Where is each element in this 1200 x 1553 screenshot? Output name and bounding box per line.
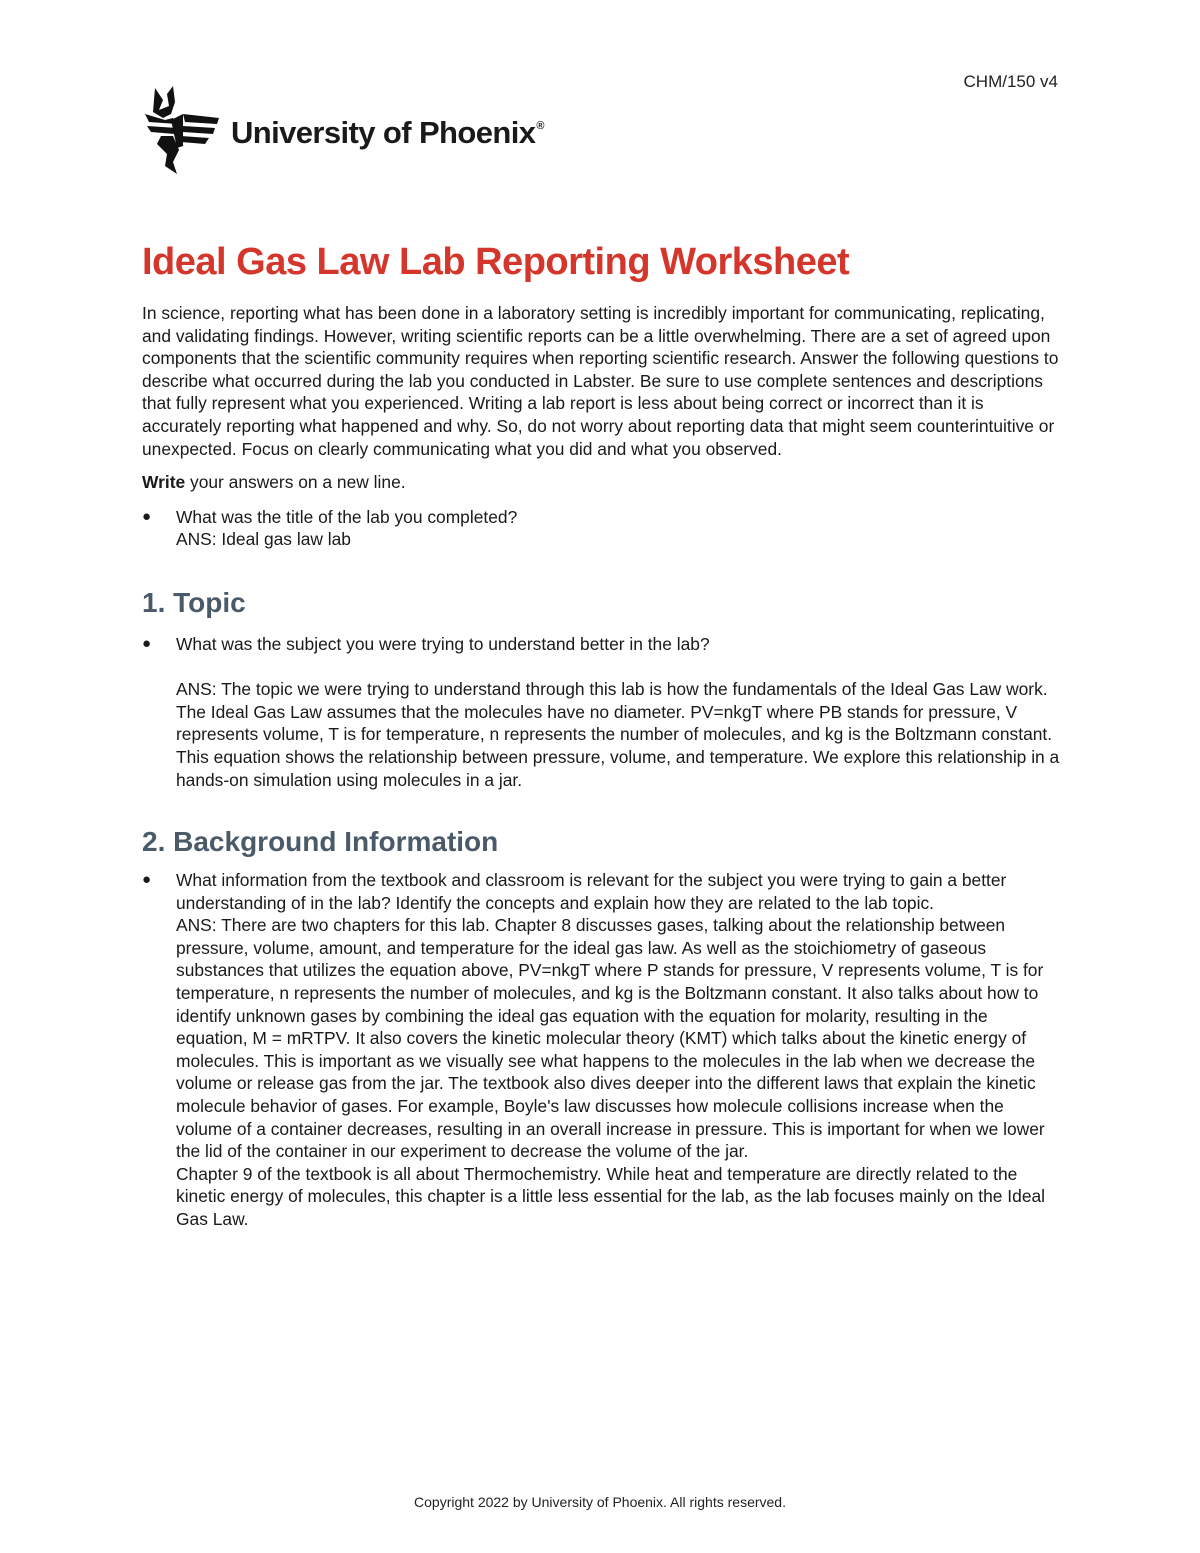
- instruction-bold: Write: [142, 472, 186, 493]
- university-logo: [143, 84, 544, 176]
- title-answer: ANS: Ideal gas law lab: [176, 529, 351, 550]
- background-question-item: [142, 869, 1062, 1231]
- instruction-line: [142, 471, 1062, 494]
- registered-mark: ®: [536, 120, 544, 132]
- bullet-icon: ●: [142, 507, 152, 525]
- bullet-icon: ●: [142, 871, 152, 889]
- worksheet-content: [142, 238, 1062, 1231]
- topic-answer: ANS: The topic we were trying to understand through this lab is how the fundamentals of the Ideal Gas Law work. The Ideal Gas Law assumes that the molecules have no diameter. PV=nkgT where PB stands for pressure, V represents volume, T is for temperature, n represents the number of molecules, and kg is the Boltzmann constant. This equation shows the relationship between pressure, volume, and temperature. We explore this relationship in a hands-on simulation using molecules in a jar.: [176, 679, 1060, 790]
- intro-paragraph: In science, reporting what has been done in a laboratory setting is incredibly important for communicating, replicating, and validating findings. However, writing scientific reports can be a little overwhelming. There are a set of agreed upon components that the scientific community requires when reporting scientific research. Answer the following questions to describe what occurred during the lab you conducted in Labster. Be sure to use complete sentences and descriptions that fully represent what you experienced. Writing a lab report is less about being correct or incorrect than it is accurately reporting what happened and why. So, do not worry about reporting data that might seem counterintuitive or unexpected. Focus on clearly communicating what you did and what you observed.: [142, 303, 1059, 459]
- topic-question: What was the subject you were trying to understand better in the lab?: [176, 633, 710, 654]
- background-question: What information from the textbook and classroom is relevant for the subject you were trying to gain a better understanding of in the lab? Identify the concepts and explain how they are related to the lab topic.: [176, 870, 1007, 913]
- course-code: CHM/150 v4: [963, 72, 1058, 91]
- title-question-item: [142, 506, 1062, 551]
- phoenix-bird-icon: [143, 84, 223, 176]
- section-heading-background: 2. Background Information: [142, 826, 499, 858]
- title-question: What was the title of the lab you completed?: [176, 506, 518, 527]
- background-answer-chapter-9: Chapter 9 of the textbook is all about Thermochemistry. While heat and temperature are directly related to the kinetic energy of molecules, this chapter is a little less essential for the lab, as the lab focuses mainly on the Ideal Gas Law.: [176, 1163, 1046, 1229]
- section-heading-topic: 1. Topic: [142, 586, 246, 618]
- instruction-rest: your answers on a new line.: [185, 472, 406, 493]
- copyright-footer: Copyright 2022 by University of Phoenix. All rights reserved.: [414, 1494, 786, 1510]
- bullet-icon: ●: [142, 634, 152, 652]
- background-answer: ANS: There are two chapters for this lab. Chapter 8 discusses gases, talking about the relationship between pressure, volume, amount, and temperature for the ideal gas law. As well as the stoichiometry of gaseous substances that utilizes the equation above, PV=nkgT where P stands for pressure, V represents volume, T is for temperature, n represents the number of molecules, and kg is the Boltzmann constant. It also talks about how to identify unknown gases by combining the ideal gas equation with the equation for molarity, resulting in the equation, M = mRTPV. It also covers the kinetic molecular theory (KMT) which talks about the kinetic energy of molecules. This is important as we visually see what happens to the molecules in the lab when we decrease the volume or release gas from the jar. The textbook also dives deeper into the different laws that explain the kinetic molecule behavior of gases. For example, Boyle's law discusses how molecule collisions increase when the volume of a container decreases, resulting in an overall increase in pressure. This is important for when we lower the lid of the container in our experiment to decrease the volume of the jar.: [176, 915, 1045, 1162]
- page-title: Ideal Gas Law Lab Reporting Worksheet: [142, 241, 850, 283]
- university-name: University of Phoenix®: [231, 115, 544, 150]
- topic-question-item: [142, 633, 1062, 791]
